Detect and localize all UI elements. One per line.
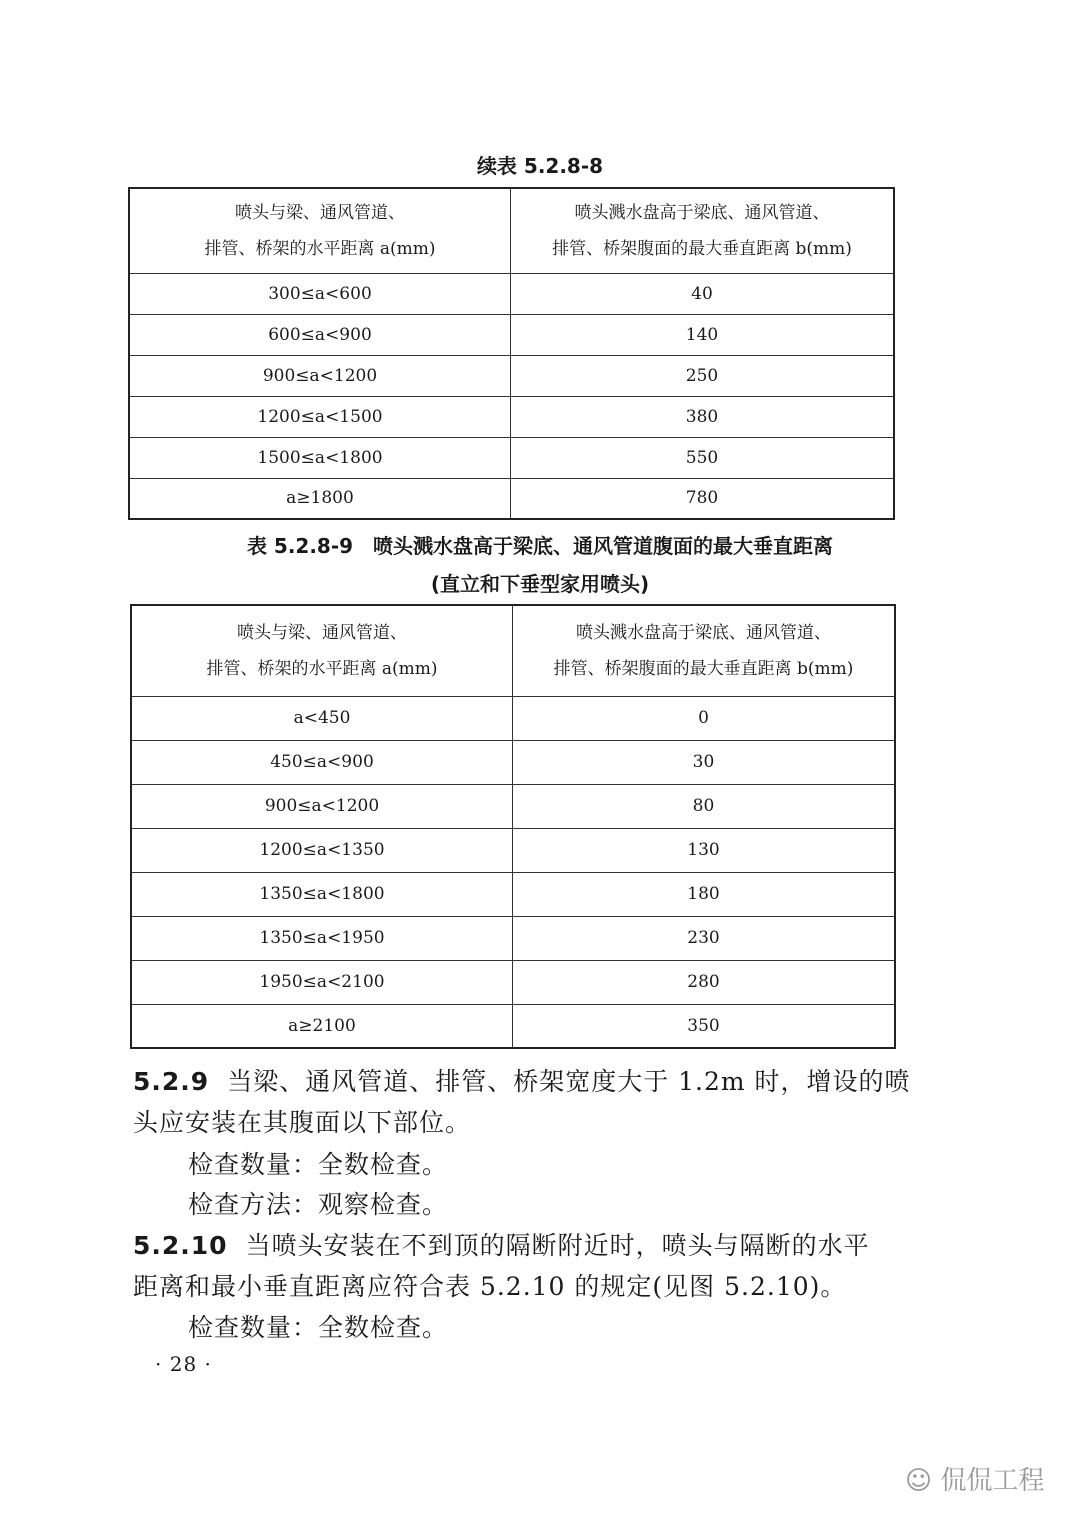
table2-subcaption: (直立和下垂型家用喷头) [430,572,650,596]
check-quantity: 检查数量：全数检查。 [188,1313,449,1342]
distance-b-cell: 550 [511,437,895,478]
table-row [129,314,894,355]
distance-b-cell: 380 [511,396,895,437]
distance-a-cell: a≥2100 [131,1004,513,1048]
table-row [131,1004,895,1048]
distance-a-cell: 900≤a<1200 [131,784,513,828]
table1 [128,187,895,520]
distance-b-cell: 230 [513,916,896,960]
distance-a-cell: 1200≤a<1350 [131,828,513,872]
table-row [131,872,895,916]
distance-a-cell: 1500≤a<1800 [129,437,511,478]
table-row [131,696,895,740]
distance-a-cell: 1350≤a<1950 [131,916,513,960]
distance-a-cell: 1350≤a<1800 [131,872,513,916]
table1-caption: 续表 5.2.8-8 [476,154,604,178]
clause-number: 5.2.9 [133,1067,210,1096]
header-cell: 喷头溅水盘高于梁底、通风管道、 排管、桥架腹面的最大垂直距离 b(mm) [513,605,896,696]
distance-b-cell: 350 [513,1004,896,1048]
distance-a-cell: 900≤a<1200 [129,355,511,396]
page-number: · 28 · [155,1352,212,1376]
table-row [129,273,894,314]
distance-b-cell: 130 [513,828,896,872]
wechat-icon: ☺ [905,1466,941,1496]
distance-b-cell: 180 [513,872,896,916]
header-cell: 喷头与梁、通风管道、 排管、桥架的水平距离 a(mm) [129,188,511,273]
table-row [131,828,895,872]
table-row [129,478,894,519]
table-row [131,784,895,828]
distance-b-cell: 140 [511,314,895,355]
distance-b-cell: 0 [513,696,896,740]
table-header-row [131,605,895,696]
clause-text: 头应安装在其腹面以下部位。 [133,1108,472,1137]
distance-b-cell: 780 [511,478,895,519]
table2-caption: 表 5.2.8-9 喷头溅水盘高于梁底、通风管道腹面的最大垂直距离 [246,534,834,558]
distance-b-cell: 80 [513,784,896,828]
clause-text: 距离和最小垂直距离应符合表 5.2.10 的规定(见图 5.2.10)。 [133,1272,847,1301]
distance-a-cell: 450≤a<900 [131,740,513,784]
table2 [130,604,896,1049]
clause-5-2-10 [133,1226,870,1262]
distance-a-cell: a<450 [131,696,513,740]
clause-5-2-9 [133,1062,911,1098]
distance-b-cell: 250 [511,355,895,396]
table-row [131,740,895,784]
table-row [129,437,894,478]
header-cell: 喷头溅水盘高于梁底、通风管道、 排管、桥架腹面的最大垂直距离 b(mm) [511,188,895,273]
table-row [131,960,895,1004]
header-cell: 喷头与梁、通风管道、 排管、桥架的水平距离 a(mm) [131,605,513,696]
table-row [131,916,895,960]
distance-b-cell: 30 [513,740,896,784]
distance-a-cell: 600≤a<900 [129,314,511,355]
table-row [129,396,894,437]
table-header-row [129,188,894,273]
distance-a-cell: 300≤a<600 [129,273,511,314]
distance-b-cell: 280 [513,960,896,1004]
distance-a-cell: 1950≤a<2100 [131,960,513,1004]
distance-a-cell: a≥1800 [129,478,511,519]
clause-text: 当喷头安装在不到顶的隔断附近时，喷头与隔断的水平 [245,1231,870,1260]
distance-b-cell: 40 [511,273,895,314]
watermark: ☺ 侃侃工程 [905,1466,1045,1496]
clause-text: 当梁、通风管道、排管、桥架宽度大于 1.2m 时，增设的喷 [227,1067,911,1096]
table-row [129,355,894,396]
distance-a-cell: 1200≤a<1500 [129,396,511,437]
clause-number: 5.2.10 [133,1231,228,1260]
check-quantity: 检查数量：全数检查。 [188,1150,449,1179]
check-method: 检查方法：观察检查。 [188,1190,449,1219]
